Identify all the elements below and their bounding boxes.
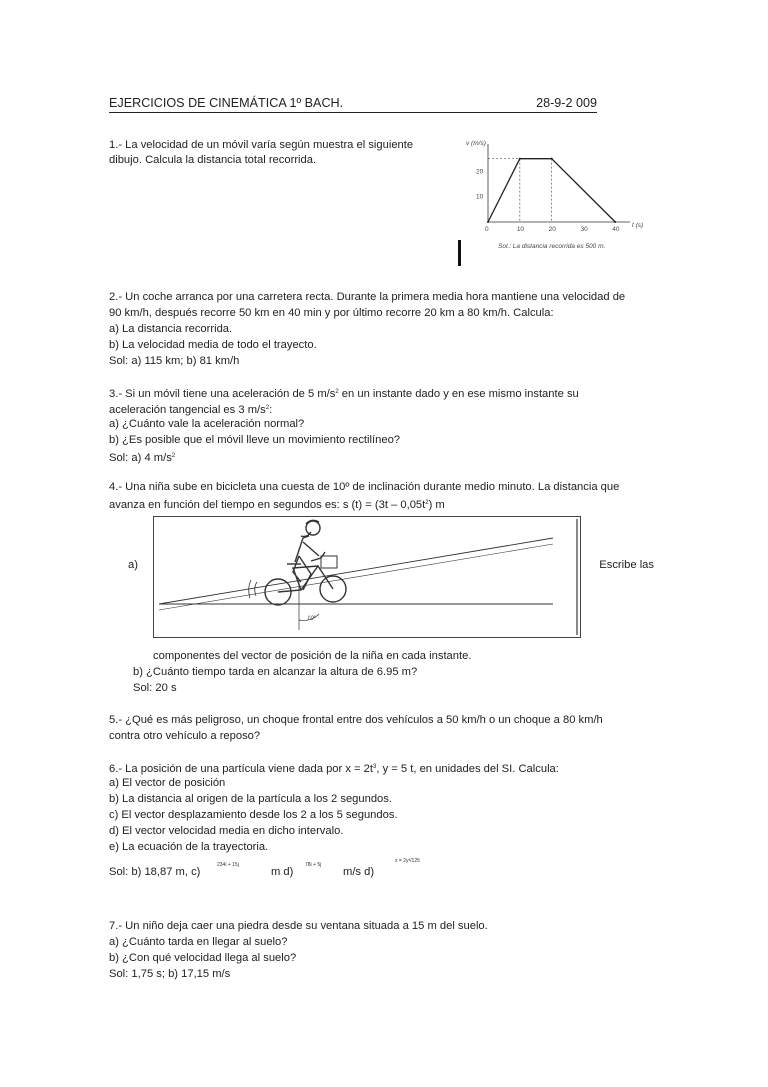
y-tick-label: 10 bbox=[476, 193, 484, 201]
y-axis-label: v (m/s) bbox=[466, 140, 486, 147]
ex4-solution: Sol: 20 s bbox=[133, 682, 177, 694]
ex7-line-1: 7.- Un niño deja caer una piedra desde su ventana situada a 15 m del suelo. bbox=[109, 920, 488, 932]
ex6-solution-start: Sol: b) 18,87 m, c) bbox=[109, 866, 201, 878]
ex4-b: b) ¿Cuánto tiempo tarda en alcanzar la altura de 6.95 m? bbox=[133, 666, 418, 678]
ex2-line-1: 2.- Un coche arranca por una carretera recta. Durante la primera media hora mantiene una velocidad de bbox=[109, 291, 626, 303]
ex3-solution: Sol: a) 4 $m/s^2$ bbox=[109, 452, 176, 464]
ex3-line-3: a) ¿Cuánto vale la aceleración normal? bbox=[109, 418, 305, 430]
formula-trajectory: x = 2y³/125 bbox=[395, 858, 420, 864]
header-date: 28-9-2 009 bbox=[536, 96, 597, 110]
ex2-line-3: a) La distancia recorrida. bbox=[109, 323, 233, 335]
x-tick-label: 30 bbox=[580, 226, 588, 233]
x-tick-label: 20 bbox=[548, 226, 556, 233]
x-axis-label: t (s) bbox=[632, 222, 644, 229]
ex3-line-1: 3.- Si un móvil tiene una aceleración de 5 $m/s^2$ en un instante dado y en ese mismo instante su bbox=[109, 388, 579, 400]
ex6-item-c: c) El vector desplazamiento desde los 2 a los 5 segundos. bbox=[109, 809, 398, 821]
cyclist-slope-illustration bbox=[153, 516, 581, 638]
ex6-item-a: a) El vector de posición bbox=[109, 777, 226, 789]
ex4-a-continued: componentes del vector de posición de la niña en cada instante. bbox=[153, 650, 472, 662]
ex1-line-1: 1.- La velocidad de un móvil varía según muestra el siguiente bbox=[109, 139, 414, 151]
data-point bbox=[614, 221, 616, 223]
ex3-line-2: aceleración tangencial es 3 $m/s^2$: bbox=[109, 404, 273, 416]
x-tick-label: 10 bbox=[516, 226, 525, 233]
ex5-line-2: contra otro vehículo a reposo? bbox=[109, 730, 261, 742]
angle-label: 10º bbox=[307, 616, 316, 622]
velocity-time-graph bbox=[458, 136, 658, 268]
ex7-line-3: b) ¿Con qué velocidad llega al suelo? bbox=[109, 952, 297, 964]
x-tick-label: 0 bbox=[485, 226, 489, 233]
ex2-line-2: 90 km/h, después recorre 50 km en 40 min y por último recorre 20 km a 80 km/h. Calcula: bbox=[109, 307, 554, 319]
formula-velocity: 78i + 5j bbox=[305, 862, 322, 868]
data-point bbox=[487, 221, 489, 223]
page-header bbox=[109, 96, 597, 113]
ex1-line-2: dibujo. Calcula la distancia total recorrida. bbox=[109, 154, 317, 166]
ex6-line-1: 6.- La posición de una partícula viene dada por $x = 2t^3$, y = 5 t, en unidades del SI. Calcula: bbox=[109, 763, 559, 775]
ex7-solution: Sol: 1,75 s; b) 17,15 m/s bbox=[109, 968, 231, 980]
ex6-solution-end: m/s d) bbox=[343, 866, 375, 878]
ex4-a-right: Escribe las bbox=[599, 559, 654, 571]
ex7-line-2: a) ¿Cuánto tarda en llegar al suelo? bbox=[109, 936, 288, 948]
ex5-line-1: 5.- ¿Qué es más peligroso, un choque frontal entre dos vehículos a 50 km/h o un choque a 80 km/h bbox=[109, 714, 603, 726]
ex6-item-b: b) La distancia al origen de la partícula a los 2 segundos. bbox=[109, 793, 392, 805]
data-point bbox=[551, 158, 553, 160]
ex1-solution: Sol.: La distancia recorrida es 500 m. bbox=[498, 243, 606, 250]
ex6-item-e: e) La ecuación de la trayectoria. bbox=[109, 841, 269, 853]
data-point bbox=[519, 158, 521, 160]
ex6-solution-mid: m d) bbox=[271, 866, 294, 878]
illustration-frame bbox=[154, 517, 581, 638]
ex2-solution: Sol: a) 115 km; b) 81 km/h bbox=[109, 355, 240, 367]
ex4-line-2: avanza en función del tiempo en segundos es: s $(t) = (3t - 0,05t^2)$ m bbox=[109, 499, 445, 511]
y-tick-label: 20 bbox=[476, 168, 484, 176]
header-title: EJERCICIOS DE CINEMÁTICA 1º BACH. bbox=[109, 96, 344, 110]
graph-margin-mark bbox=[458, 240, 461, 266]
ex4-a-label: a) bbox=[128, 559, 138, 571]
formula-displacement: 234i + 15j bbox=[217, 862, 239, 868]
ex6-item-d: d) El vector velocidad media en dicho intervalo. bbox=[109, 825, 344, 837]
x-tick-label: 40 bbox=[612, 226, 620, 233]
ex3-line-4: b) ¿Es posible que el móvil lleve un movimiento rectilíneo? bbox=[109, 434, 401, 446]
ex2-line-4: b) La velocidad media de todo el trayecto. bbox=[109, 339, 317, 351]
ex4-line-1: 4.- Una niña sube en bicicleta una cuesta de 10º de inclinación durante medio minuto. La distancia que bbox=[109, 481, 620, 493]
